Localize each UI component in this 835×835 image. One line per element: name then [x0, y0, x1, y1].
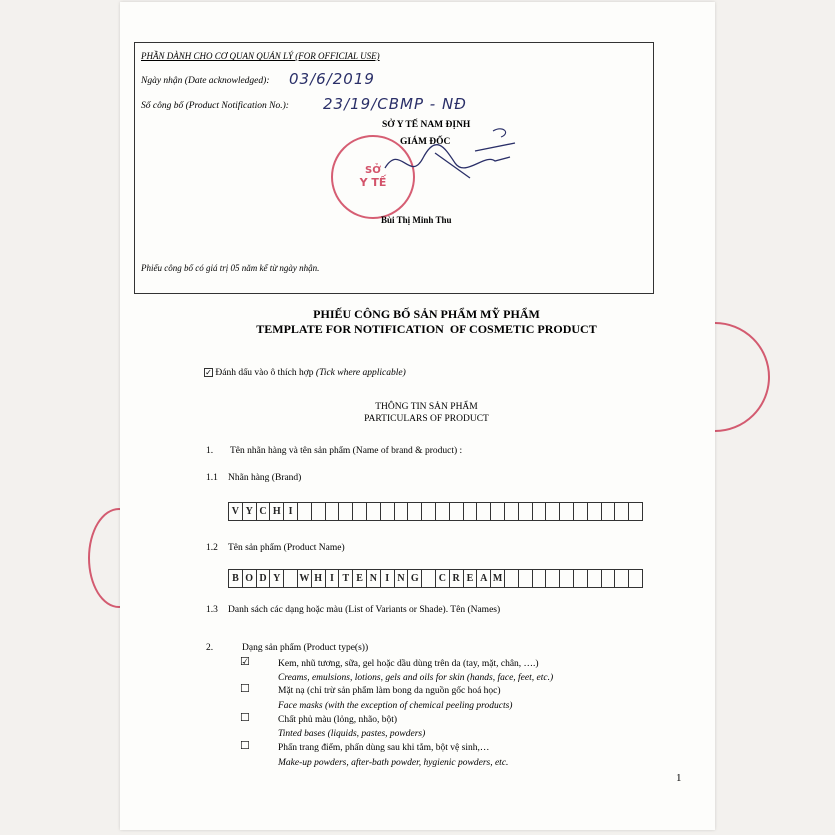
number-label: Số công bố (Product Notification No.):	[141, 101, 289, 111]
letter-box[interactable]: C	[436, 570, 450, 587]
seal-line-2: Y TẾ	[359, 176, 387, 189]
option-3-vi: Phấn trang điểm, phấn dùng sau khi tắm, bột vệ sinh,…	[278, 743, 490, 753]
q1-2-num: 1.2	[206, 543, 218, 553]
letter-box[interactable]	[491, 503, 505, 520]
letter-box[interactable]: A	[477, 570, 491, 587]
letter-box[interactable]	[367, 503, 381, 520]
q2-text: Dạng sản phẩm (Product type(s))	[242, 643, 369, 653]
letter-box[interactable]	[450, 503, 464, 520]
letter-box[interactable]	[629, 503, 642, 520]
letter-box[interactable]	[477, 503, 491, 520]
option-1-checkbox[interactable]: ☐	[240, 683, 250, 695]
letter-box[interactable]: R	[450, 570, 464, 587]
official-heading: PHẦN DÀNH CHO CƠ QUAN QUẢN LÝ (FOR OFFICIAL USE)	[141, 51, 380, 61]
letter-box[interactable]: E	[464, 570, 478, 587]
letter-box[interactable]	[326, 503, 340, 520]
letter-box[interactable]: Y	[243, 503, 257, 520]
q1-text: Tên nhãn hàng và tên sản phẩm (Name of brand & product) :	[230, 446, 463, 456]
letter-box[interactable]: N	[395, 570, 409, 587]
validity-note: Phiếu công bố có giá trị 05 năm kể từ ngày nhận.	[141, 263, 320, 273]
section-title-en: PARTICULARS OF PRODUCT	[364, 414, 489, 424]
signer-name: Bùi Thị Minh Thu	[381, 215, 452, 225]
letter-box[interactable]: H	[270, 503, 284, 520]
letter-box[interactable]	[602, 570, 616, 587]
option-2-en: Tinted bases (liquids, pastes, powders)	[278, 729, 426, 739]
tick-note	[204, 368, 406, 378]
option-3-en: Make-up powders, after-bath powder, hygienic powders, etc.	[278, 758, 509, 768]
letter-box[interactable]	[519, 570, 533, 587]
letter-box[interactable]	[505, 503, 519, 520]
title-en: TEMPLATE FOR NOTIFICATION OF COSMETIC PRODUCT	[256, 322, 597, 336]
signature-icon	[375, 123, 525, 193]
letter-box[interactable]	[339, 503, 353, 520]
letter-box[interactable]: M	[491, 570, 505, 587]
letter-box[interactable]	[505, 570, 519, 587]
letter-box[interactable]	[395, 503, 409, 520]
letter-box[interactable]	[298, 503, 312, 520]
letter-box[interactable]	[615, 570, 629, 587]
tick-note-en: (Tick where applicable)	[315, 368, 406, 378]
letter-box[interactable]	[533, 503, 547, 520]
letter-box[interactable]	[546, 503, 560, 520]
letter-box[interactable]	[615, 503, 629, 520]
option-0-checkbox[interactable]: ☑	[240, 656, 250, 668]
letter-box[interactable]	[588, 503, 602, 520]
option-0-en: Creams, emulsions, lotions, gels and oils for skin (hands, face, feet, etc.)	[278, 673, 554, 683]
letter-box[interactable]: I	[381, 570, 395, 587]
letter-box[interactable]	[284, 570, 298, 587]
letter-box[interactable]: I	[326, 570, 340, 587]
title-vi: PHIẾU CÔNG BỐ SẢN PHẨM MỸ PHẨM	[313, 307, 540, 321]
letter-box[interactable]: G	[408, 570, 422, 587]
letter-box[interactable]	[408, 503, 422, 520]
authority-name: SỞ Y TẾ NAM ĐỊNH	[382, 120, 471, 130]
letter-box[interactable]: T	[339, 570, 353, 587]
letter-box[interactable]	[312, 503, 326, 520]
q1-3-text: Danh sách các dạng hoặc màu (List of Variants or Shade). Tên (Names)	[228, 605, 501, 615]
letter-box[interactable]	[381, 503, 395, 520]
date-label: Ngày nhận (Date acknowledged):	[141, 76, 270, 86]
seal-line-1: SỞ	[365, 165, 381, 176]
q1-2-text: Tên sản phẩm (Product Name)	[228, 543, 345, 553]
product-name-boxes	[228, 569, 643, 588]
section-title-vi: THÔNG TIN SẢN PHẨM	[375, 402, 478, 412]
letter-box[interactable]	[519, 503, 533, 520]
letter-box[interactable]	[436, 503, 450, 520]
q1-1-text: Nhãn hàng (Brand)	[228, 473, 302, 483]
letter-box[interactable]: W	[298, 570, 312, 587]
letter-box[interactable]	[533, 570, 547, 587]
option-2-checkbox[interactable]: ☐	[240, 712, 250, 724]
letter-box[interactable]	[602, 503, 616, 520]
page-number: 1	[676, 772, 682, 784]
letter-box[interactable]	[560, 503, 574, 520]
letter-box[interactable]	[629, 570, 642, 587]
letter-box[interactable]	[353, 503, 367, 520]
letter-box[interactable]	[422, 570, 436, 587]
number-value: 23/19/CBMP - NĐ	[323, 95, 467, 113]
tick-note-vi: Đánh dấu vào ô thích hợp	[215, 368, 314, 378]
option-3-checkbox[interactable]: ☐	[240, 740, 250, 752]
option-1-en: Face masks (with the exception of chemical peeling products)	[278, 701, 513, 711]
letter-box[interactable]	[574, 570, 588, 587]
letter-box[interactable]	[560, 570, 574, 587]
q1-1-num: 1.1	[206, 473, 218, 483]
brand-boxes	[228, 502, 643, 521]
q2-num: 2.	[206, 643, 214, 653]
tick-example-icon: ✓	[205, 368, 212, 378]
letter-box[interactable]: N	[367, 570, 381, 587]
letter-box[interactable]	[588, 570, 602, 587]
letter-box[interactable]	[574, 503, 588, 520]
letter-box[interactable]	[422, 503, 436, 520]
letter-box[interactable]	[464, 503, 478, 520]
letter-box[interactable]: I	[284, 503, 298, 520]
option-2-vi: Chất phủ màu (lỏng, nhão, bột)	[278, 715, 397, 725]
letter-box[interactable]: V	[229, 503, 243, 520]
letter-box[interactable]	[546, 570, 560, 587]
option-1-vi: Mặt nạ (chỉ trừ sản phẩm làm bong da nguồn gốc hoá học)	[278, 686, 501, 696]
letter-box[interactable]: O	[243, 570, 257, 587]
date-value: 03/6/2019	[289, 70, 375, 88]
q1-3-num: 1.3	[206, 605, 218, 615]
letter-box[interactable]: H	[312, 570, 326, 587]
letter-box[interactable]: D	[257, 570, 271, 587]
letter-box[interactable]: Y	[270, 570, 284, 587]
letter-box[interactable]: C	[257, 503, 271, 520]
letter-box[interactable]: E	[353, 570, 367, 587]
director-title: GIÁM ĐỐC	[400, 137, 451, 147]
option-0-vi: Kem, nhũ tương, sữa, gel hoặc dầu dùng trên da (tay, mặt, chân, ….)	[278, 659, 539, 669]
q1-num: 1.	[206, 446, 214, 456]
letter-box[interactable]: B	[229, 570, 243, 587]
official-use-box	[134, 42, 654, 294]
